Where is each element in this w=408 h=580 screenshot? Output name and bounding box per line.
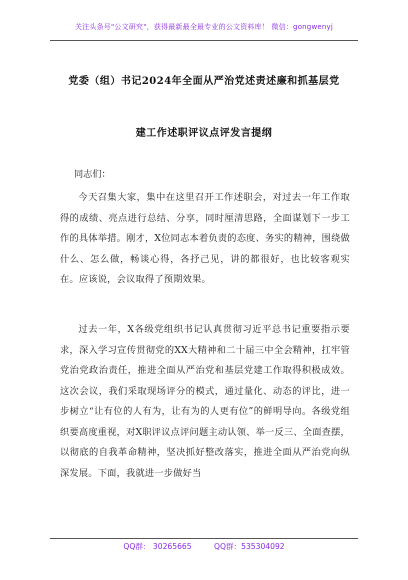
header-divider	[50, 40, 358, 41]
greeting: 同志们：	[74, 169, 111, 180]
document-title-line-1: 党委（组）书记2024年全面从严治党述责述廉和抓基层党	[68, 76, 340, 87]
footer-qq-group-2: QQ群：535304092	[214, 542, 285, 551]
header-banner: 关注头条号"公文研究"，获得最新最全最专业的公文资料库！ 微信：gongwenyj	[74, 23, 334, 31]
footer	[0, 541, 408, 552]
footer-divider	[50, 538, 358, 539]
document-title-line-2: 建工作述职评议点评发言提纲	[135, 128, 273, 139]
body-paragraph-1: 今天召集大家，集中在这里召开工作述职会，对过去一年工作取得的成绩、亮点进行总结、分享，同时厘清思路，全面谋划下一步工作的具体举措。刚才，X位同志本着负责的态度、务实的精神，围绕做什么、怎么做，畅谈心得，各抒己见，讲的都很好，也比较客观实在。应该说，会议取得了预期效果。	[60, 192, 350, 285]
footer-qq-group-1: QQ群： 30265665	[123, 542, 192, 551]
body-paragraph-2: 过去一年，X各级党组织书记认真贯彻习近平总书记重要指示要求，深入学习宣传贯彻党的XX大精神和二十届三中全会精神，扛牢管党治党政治责任，推进全面从严治党和基层党建工作取得积极成效。这次会议，我们采取现场评分的模式，通过量化、动态的评比，进一步树立“让有位的人有为，让有为的人更有位”的鲜明导向。各级党组织要高度重视，对X职评议点评问题主动认领、举一反三、全面查摆，以彻底的自我革命精神，坚决抓好整改落实，推进全面从严治党向纵深发展。下面，我就进一步做好当	[60, 324, 350, 479]
